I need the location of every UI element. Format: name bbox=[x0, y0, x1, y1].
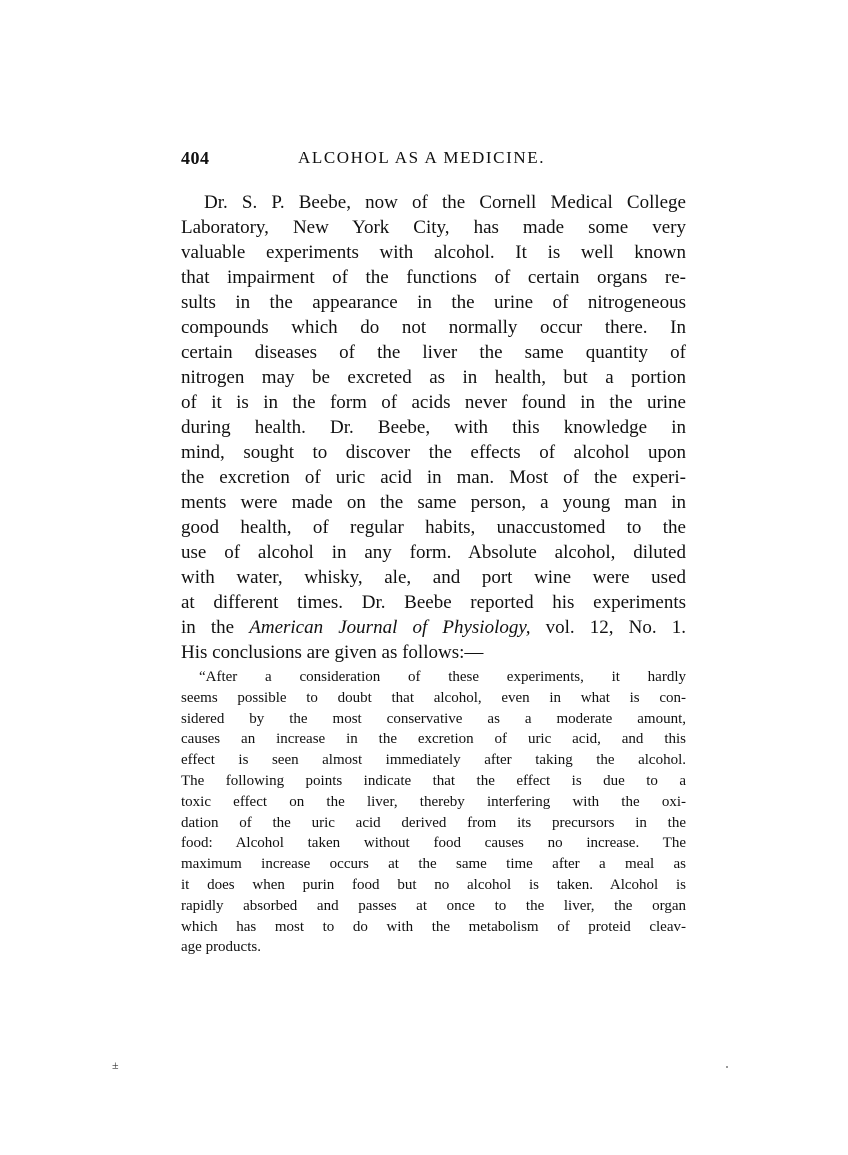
paragraph-line: certain diseases of the liver the same quantity of bbox=[181, 342, 686, 363]
paragraph-line: ments were made on the same person, a young man in bbox=[181, 492, 686, 513]
quote-line: sidered by the most conservative as a moderate amount, bbox=[181, 710, 686, 727]
quote-line: age products. bbox=[181, 939, 261, 956]
quote-line: effect is seen almost immediately after taking the alcohol. bbox=[181, 752, 686, 769]
quote-line: toxic effect on the liver, thereby interfering with the oxi- bbox=[181, 793, 686, 810]
quote-line: seems possible to doubt that alcohol, even in what is con- bbox=[181, 689, 686, 706]
quote-line: dation of the uric acid derived from its precursors in the bbox=[181, 814, 686, 831]
paragraph-line: compounds which do not normally occur there. In bbox=[181, 317, 686, 338]
quote-line: which has most to do with the metabolism of proteid cleav- bbox=[181, 918, 686, 935]
paragraph-line: Laboratory, New York City, has made some very bbox=[181, 217, 686, 238]
citation-prefix: in the bbox=[181, 617, 250, 638]
quote-line: causes an increase in the excretion of uric acid, and this bbox=[181, 731, 686, 748]
running-title: ALCOHOL AS A MEDICINE. bbox=[298, 148, 546, 167]
paragraph-line: of it is in the form of acids never found in the urine bbox=[181, 392, 686, 413]
paragraph-line: that impairment of the functions of certain organs re- bbox=[181, 267, 686, 288]
journal-title: American Journal of Physiology, bbox=[249, 617, 531, 638]
quote-line: The following points indicate that the effect is due to a bbox=[181, 772, 686, 789]
paragraph-line: the excretion of uric acid in man. Most of the experi- bbox=[181, 467, 686, 488]
paragraph-line: during health. Dr. Beebe, with this knowledge in bbox=[181, 417, 686, 438]
paragraph-line: His conclusions are given as follows:— bbox=[181, 642, 484, 663]
scan-speck bbox=[726, 1066, 728, 1068]
page-number: 404 bbox=[181, 148, 210, 168]
quote-line: food: Alcohol taken without food causes no increase. The bbox=[181, 835, 686, 852]
paragraph-line: with water, whisky, ale, and port wine were used bbox=[181, 567, 686, 588]
journal-citation-line bbox=[181, 615, 686, 640]
paragraph-line: use of alcohol in any form. Absolute alcohol, diluted bbox=[181, 542, 686, 563]
paragraph-line: nitrogen may be excreted as in health, but a portion bbox=[181, 367, 686, 388]
quote-line: “After a consideration of these experiments, it hardly bbox=[199, 669, 686, 685]
main-paragraph bbox=[181, 190, 686, 665]
paragraph-line: Dr. S. P. Beebe, now of the Cornell Medical College bbox=[204, 192, 686, 213]
paragraph-line: valuable experiments with alcohol. It is well known bbox=[181, 242, 686, 263]
paragraph-line: sults in the appearance in the urine of nitrogeneous bbox=[181, 292, 686, 313]
paragraph-line: mind, sought to discover the effects of alcohol upon bbox=[181, 442, 686, 463]
signature-mark: ± bbox=[112, 1058, 119, 1072]
citation-volume: vol. 12, No. 1. bbox=[530, 617, 686, 638]
block-quote bbox=[181, 667, 686, 958]
quote-line: rapidly absorbed and passes at once to the liver, the organ bbox=[181, 897, 686, 914]
quote-line: it does when purin food but no alcohol is taken. Alcohol is bbox=[181, 876, 686, 893]
running-head bbox=[181, 148, 689, 172]
paragraph-line: good health, of regular habits, unaccustomed to the bbox=[181, 517, 686, 538]
quote-line: maximum increase occurs at the same time after a meal as bbox=[181, 856, 686, 873]
paragraph-line: at different times. Dr. Beebe reported his experiments bbox=[181, 592, 686, 613]
